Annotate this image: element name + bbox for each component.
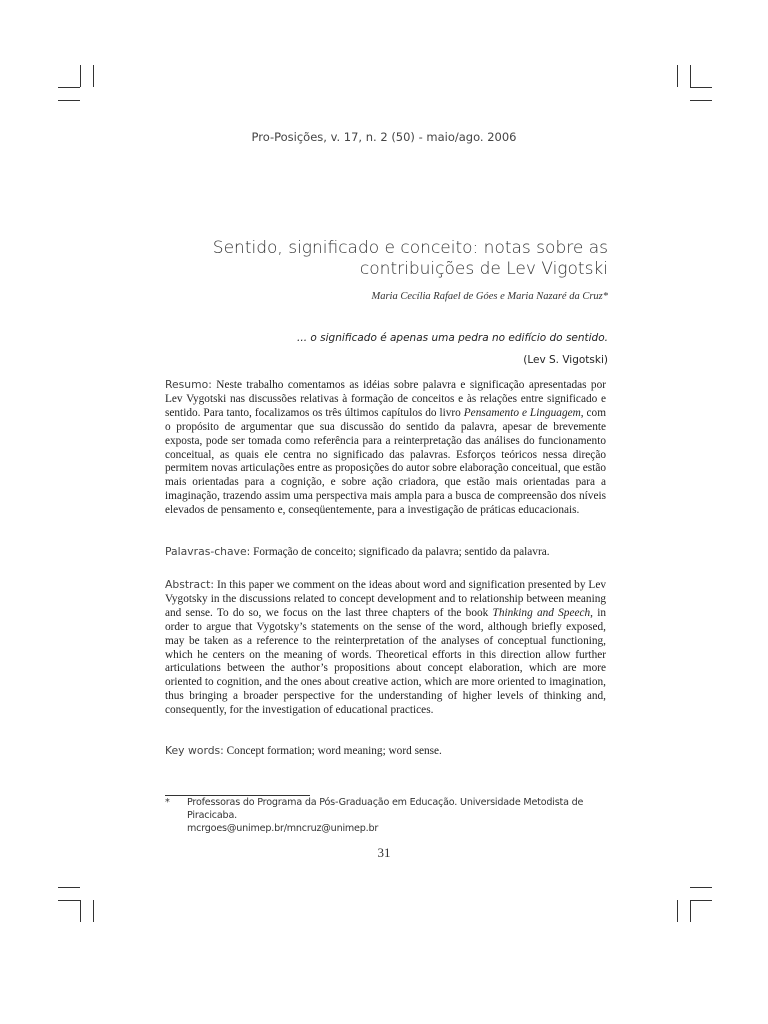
title-line-2: contribuições de Lev Vigotski: [359, 259, 608, 279]
abstract-text-a: In this paper we comment on the ideas about word and signification presented by Lev Vygotsky in the discussions related to concept development and to relationship between meaning and sense. To do so, we focus on the last three chapters of the book: [165, 579, 606, 619]
journal-header: Pro-Posições, v. 17, n. 2 (50) - maio/ago. 2006: [251, 130, 517, 144]
resumo-paragraph: [165, 378, 606, 518]
crop-mark: [58, 100, 80, 101]
resumo-text-b: , com o propósito de argumentar que sua discussão do sentido da palavra, apesar de brevemente exposta, pode ser tomada como referência para a reinterpretação das análises do funcionamento conceitual, as quais ele centra no significado das palavras. Esforços teóricos nessa direção permitem novas articulações entre as proposições do autor sobre elaboração conceitual, que estão mais orientadas para a cognição, e sobre ação criadora, que estão mais orientadas para a imaginação, trazendo assim uma perspectiva mais ampla para a busca de compreensão dos níveis elevados de pensamento e, conseqüentemente, para a investigação de práticas educacionais.: [165, 406, 606, 517]
crop-mark: [677, 65, 678, 87]
resumo-book-title: Pensamento e Linguagem: [463, 406, 581, 419]
crop-mark: [58, 900, 80, 901]
keywords-paragraph: [165, 744, 606, 759]
crop-mark: [58, 887, 80, 888]
crop-mark: [690, 900, 691, 922]
palavras-chave-paragraph: [165, 545, 606, 560]
abstract-label: Abstract:: [165, 578, 214, 591]
epigraph: ... o significado é apenas uma pedra no edifício do sentido.: [297, 332, 608, 344]
crop-mark: [677, 900, 678, 922]
footnote-line-1: Professoras do Programa da Pós-Graduação em Educação. Universidade Metodista de Piracicaba.: [187, 797, 584, 821]
abstract-text-b: , in order to argue that Vygotsky’s statements on the sense of the word, although briefly exposed, may be taken as a reference to the reinterpretation of the analyses of conceptual functioning, which he centers on the meaning of words. Theoretical efforts in this direction allow further articulations between the author’s propositions about concept elaboration, which are more oriented to cognition, and the ones about creative action, which are more oriented to imagination, thus bringing a broader perspective for the understanding of higher levels of thinking and, consequently, for the investigation of educational practices.: [165, 606, 607, 717]
resumo-label: Resumo:: [165, 378, 212, 391]
crop-mark: [690, 100, 712, 101]
crop-mark: [690, 65, 691, 87]
footnote: [165, 796, 615, 835]
footnote-mark: *: [165, 797, 170, 808]
abstract-book-title: Thinking and Speech: [492, 606, 591, 619]
keywords-label: Key words:: [165, 744, 224, 757]
page-number: 31: [377, 845, 391, 860]
title-line-1: Sentido, significado e conceito: notas sobre as: [212, 238, 608, 258]
palavras-chave-label: Palavras-chave:: [165, 545, 251, 558]
crop-mark: [93, 900, 94, 922]
crop-mark: [690, 900, 712, 901]
abstract-paragraph: [165, 578, 606, 718]
epigraph-source: (Lev S. Vigotski): [523, 354, 608, 366]
article-title: [188, 238, 608, 280]
crop-mark: [80, 900, 81, 922]
crop-mark: [690, 87, 712, 88]
crop-mark: [93, 65, 94, 87]
keywords-text: Concept formation; word meaning; word sense.: [226, 745, 442, 757]
palavras-chave-text: Formação de conceito; significado da palavra; sentido da palavra.: [253, 546, 550, 558]
crop-mark: [58, 87, 80, 88]
resumo-text-a: Neste trabalho comentamos as idéias sobre palavra e significação apresentadas por Lev Vygotski nas discussões relativas à formação de conceitos e às relações entre significado e sentido. Para tanto, focalizamos os três últimos capítulos do livro: [165, 379, 606, 419]
crop-mark: [80, 65, 81, 87]
authors: Maria Cecília Rafael de Góes e Maria Nazaré da Cruz*: [371, 291, 608, 302]
footnote-line-2: mcrgoes@unimep.br/mncruz@unimep.br: [187, 823, 379, 834]
crop-mark: [690, 887, 712, 888]
